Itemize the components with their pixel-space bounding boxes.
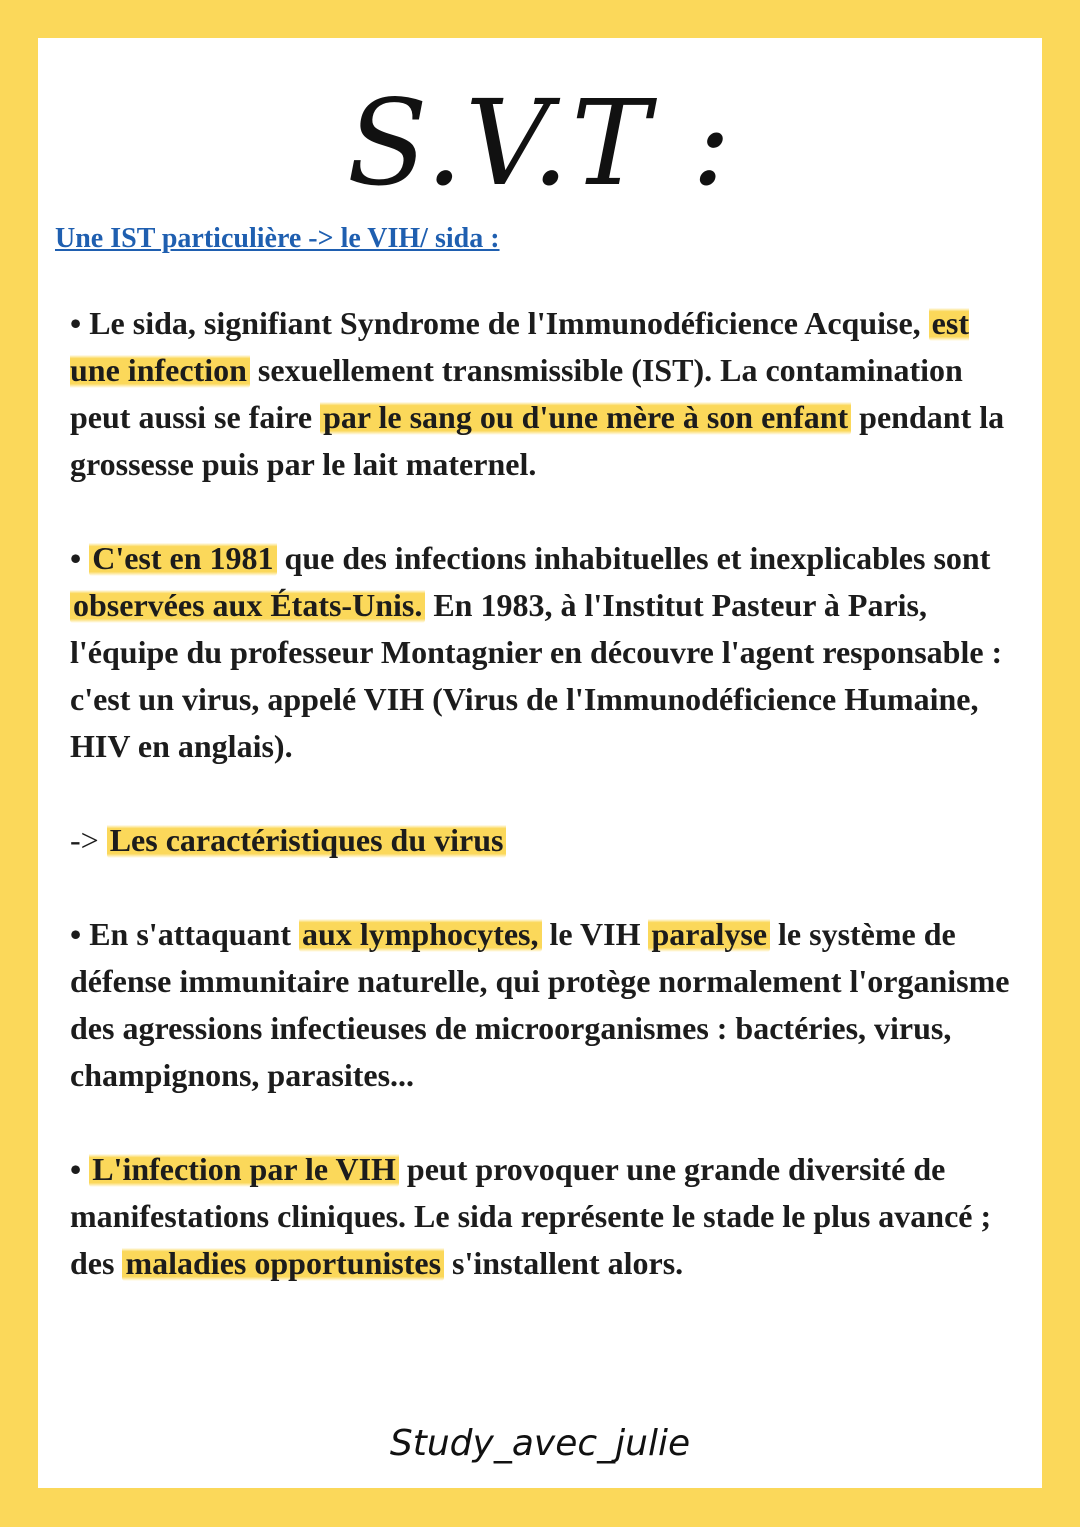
highlight: paralyse	[648, 916, 770, 952]
highlight: aux lymphocytes,	[299, 916, 541, 952]
subheading	[70, 817, 1020, 864]
text: le système de défense immunitaire naturelle, qui protège normalement l'organisme des agressions infectieuses de microorganismes : bactéries, virus, champignons, parasites...	[70, 916, 1010, 1093]
signature: Study_avec_julie	[389, 1423, 691, 1464]
text: En 1983, à l'Institut Pasteur à Paris, l'équipe du professeur Montagnier en découvre l'agent responsable : c'est un virus, appelé VIH (Virus de l'Immunodéficience Humaine, HIV en anglais).	[70, 587, 1003, 764]
text: que des infections inhabituelles et inexplicables sont	[276, 540, 991, 576]
highlight: Les caractéristiques du virus	[107, 822, 507, 858]
highlight: maladies opportunistes	[122, 1245, 444, 1281]
highlight: par le sang ou d'une mère à son enfant	[320, 399, 851, 435]
note-content	[70, 300, 1020, 1334]
paragraph-4	[70, 1146, 1020, 1287]
page-title: S.V.T :	[346, 74, 734, 212]
highlight: observées aux États-Unis.	[70, 587, 425, 623]
text: pendant la grossesse puis par le lait maternel.	[70, 399, 1005, 482]
text: peut provoquer une grande diversité de manifestations cliniques. Le sida représente le stade le plus avancé ; des	[70, 1151, 992, 1281]
paragraph-1	[70, 300, 1020, 488]
note-page	[38, 38, 1042, 1488]
paragraph-3	[70, 911, 1020, 1099]
text: le VIH	[541, 916, 649, 952]
text: •	[70, 1151, 90, 1187]
highlight: est une infection	[70, 305, 969, 388]
highlight: L'infection par le VIH	[89, 1151, 399, 1187]
text: •	[70, 540, 90, 576]
arrow-text: ->	[70, 822, 107, 858]
highlight: C'est en 1981	[89, 540, 276, 576]
paragraph-2	[70, 535, 1020, 770]
text: • Le sida, signifiant Syndrome de l'Immunodéficience Acquise,	[70, 305, 929, 341]
text: sexuellement transmissible (IST). La contamination peut aussi se faire	[70, 352, 963, 435]
text: • En s'attaquant	[70, 916, 300, 952]
section-heading: Une IST particulière -> le VIH/ sida :	[55, 223, 500, 254]
text: s'installent alors.	[444, 1245, 684, 1281]
